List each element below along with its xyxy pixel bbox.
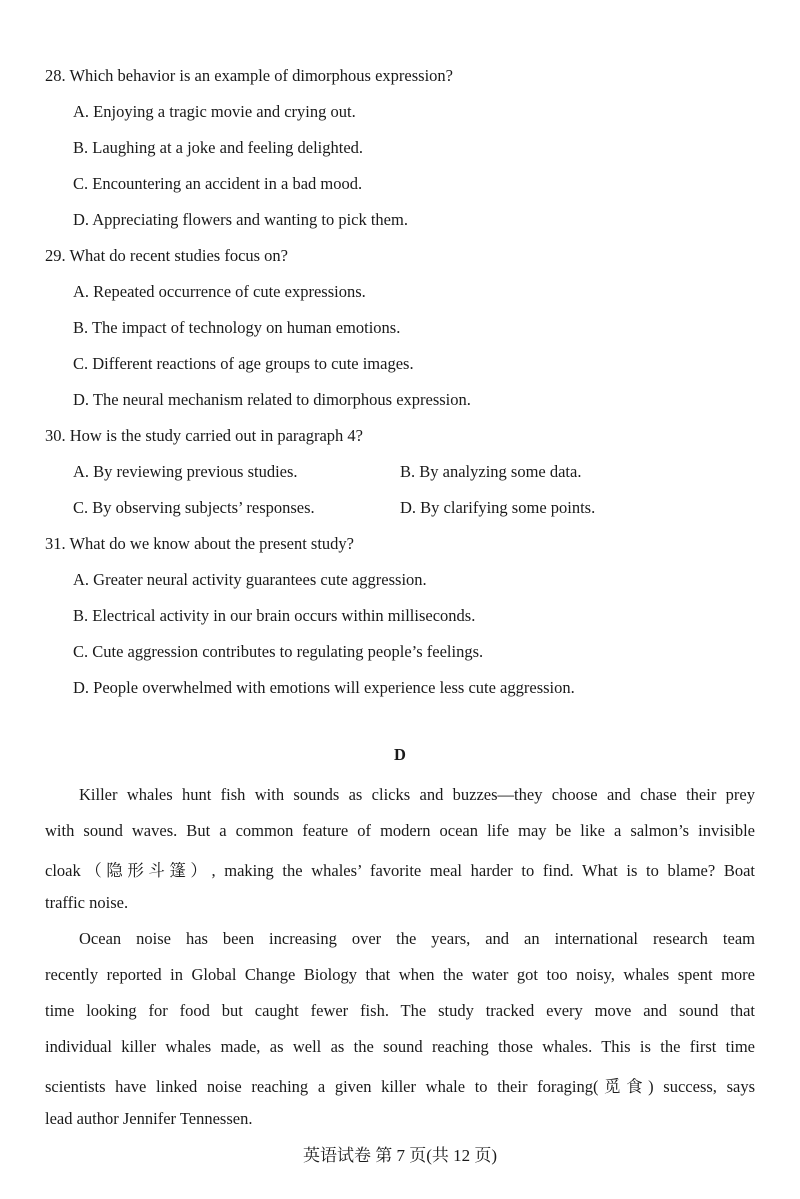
passage-heading: D xyxy=(394,745,406,764)
question-stem: 29. What do recent studies focus on? xyxy=(45,246,289,265)
paragraph-line: recently reported in Global Change Biology that when the water got too noisy, whales spent more xyxy=(45,965,755,984)
paragraph-line: scientists have linked noise reaching a given killer whale to their foraging(觅食) success, says xyxy=(45,1077,755,1096)
option-a: A. By reviewing previous studies. xyxy=(73,462,298,481)
option-c: C. Encountering an accident in a bad mood. xyxy=(73,174,363,193)
option-c: C. By observing subjects’ responses. xyxy=(73,498,315,517)
option-a: A. Repeated occurrence of cute expressions. xyxy=(73,282,366,301)
option-d: D. People overwhelmed with emotions will experience less cute aggression. xyxy=(73,678,575,697)
option-b: B. Electrical activity in our brain occurs within milliseconds. xyxy=(73,606,476,625)
option-a: A. Greater neural activity guarantees cute aggression. xyxy=(73,570,427,589)
option-d: D. The neural mechanism related to dimorphous expression. xyxy=(73,390,471,409)
paragraph-line: lead author Jennifer Tennessen. xyxy=(45,1109,253,1128)
paragraph-line: traffic noise. xyxy=(45,893,129,912)
option-b: B. Laughing at a joke and feeling delighted. xyxy=(73,138,364,157)
paragraph-line: Killer whales hunt fish with sounds as clicks and buzzes—they choose and chase their prey xyxy=(79,785,755,804)
option-b: B. The impact of technology on human emotions. xyxy=(73,318,401,337)
option-a: A. Enjoying a tragic movie and crying out. xyxy=(73,102,356,121)
question-stem: 31. What do we know about the present study? xyxy=(45,534,355,553)
paragraph-line: with sound waves. But a common feature of modern ocean life may be like a salmon’s invisible xyxy=(45,821,755,840)
question-stem: 30. How is the study carried out in paragraph 4? xyxy=(45,426,363,445)
paragraph-line: individual killer whales made, as well as the sound reaching those whales. This is the first time xyxy=(45,1037,755,1056)
paragraph-line: cloak（隐形斗篷）, making the whales’ favorite meal harder to find. What is to blame? Boat xyxy=(45,861,755,880)
option-d: D. Appreciating flowers and wanting to pick them. xyxy=(73,210,408,229)
option-c: C. Different reactions of age groups to cute images. xyxy=(73,354,414,373)
option-b: B. By analyzing some data. xyxy=(400,462,582,481)
question-stem: 28. Which behavior is an example of dimorphous expression? xyxy=(45,66,453,85)
paragraph-line: Ocean noise has been increasing over the years, and an international research team xyxy=(79,929,755,948)
option-c: C. Cute aggression contributes to regulating people’s feelings. xyxy=(73,642,484,661)
option-d: D. By clarifying some points. xyxy=(400,498,596,517)
paragraph-line: time looking for food but caught fewer fish. The study tracked every move and sound that xyxy=(45,1001,755,1020)
page-footer: 英语试卷 第 7 页(共 12 页) xyxy=(302,1146,498,1165)
